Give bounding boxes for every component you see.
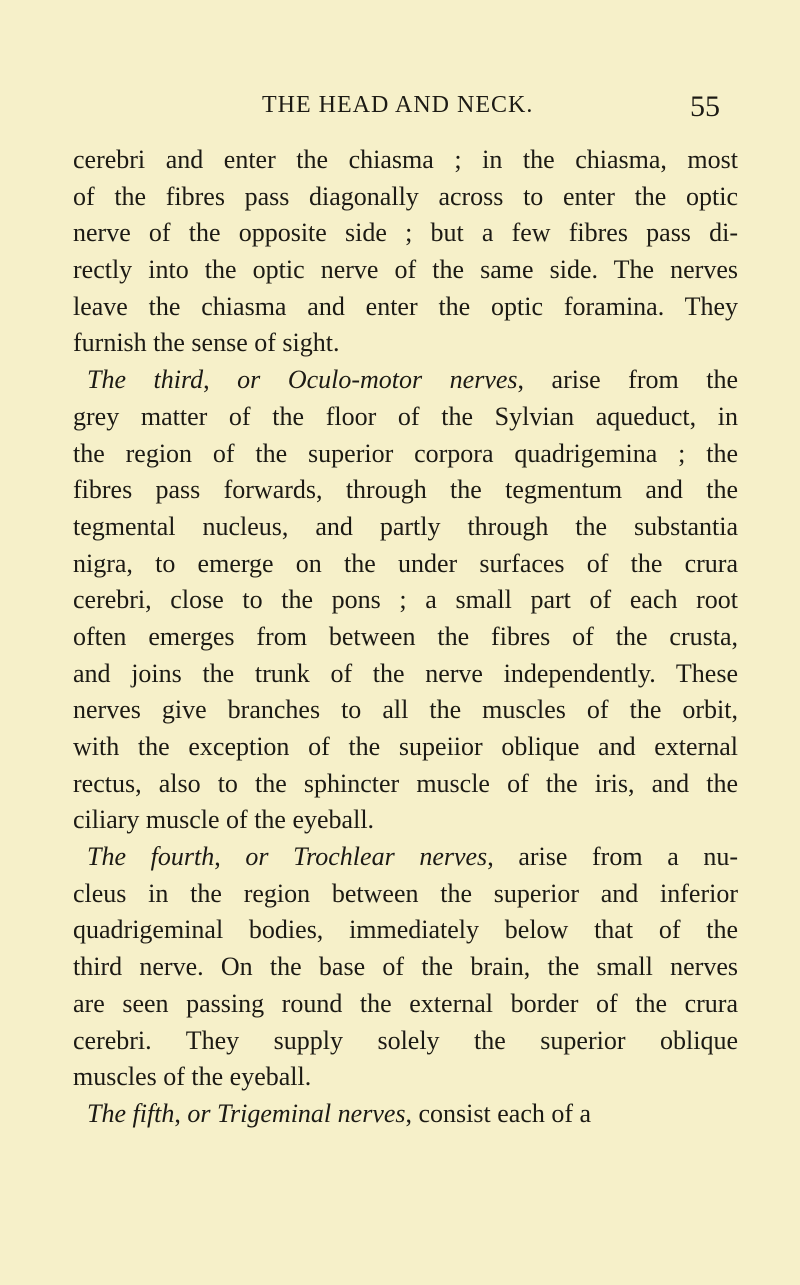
italic-heading-text: The third: [87, 365, 204, 395]
text-run: ,: [203, 365, 238, 395]
text-line: [73, 876, 738, 913]
body-text: [73, 142, 738, 1133]
text-run: nerves give branches to all the muscles of the orbit,: [73, 695, 738, 725]
text-run: tegmental nucleus, and partly through the substantia: [73, 511, 738, 541]
italic-heading-text: or Trochlear nerves: [245, 842, 488, 872]
text-line: [73, 619, 738, 656]
text-line: [73, 1096, 738, 1133]
italic-heading-text: or Trigeminal nerves: [187, 1098, 406, 1128]
text-run: , consist each of a: [405, 1098, 592, 1128]
text-run: fibres pass forwards, through the tegmentum and the: [73, 475, 738, 505]
text-run: nigra, to emerge on the under surfaces of the crura: [73, 548, 738, 578]
text-line: [73, 399, 738, 436]
text-run: , arise from the: [517, 365, 739, 395]
text-line: [73, 546, 738, 583]
text-line: [73, 912, 738, 949]
text-line: [73, 692, 738, 729]
text-line: [73, 986, 738, 1023]
text-line: [73, 656, 738, 693]
text-run: rectly into the optic nerve of the same side. The nerves: [73, 255, 738, 285]
text-line: [73, 1059, 738, 1096]
text-line: [73, 325, 738, 362]
text-line: [73, 362, 738, 399]
text-run: grey matter of the floor of the Sylvian aqueduct, in: [73, 401, 738, 431]
text-run: cerebri, close to the pons ; a small part of each root: [73, 585, 738, 615]
text-line: [73, 252, 738, 289]
page-header: [0, 92, 800, 132]
italic-heading-text: or Oculo-motor nerves: [237, 365, 518, 395]
text-run: are seen passing round the external border of the crura: [73, 988, 738, 1018]
text-line: [73, 289, 738, 326]
text-line: [73, 179, 738, 216]
italic-heading-text: The fourth: [87, 842, 215, 872]
text-line: [73, 142, 738, 179]
text-line: [73, 215, 738, 252]
text-run: cerebri. They supply solely the superior oblique: [73, 1025, 738, 1055]
text-line: [73, 472, 738, 509]
text-run: muscles of the eyeball.: [73, 1062, 312, 1092]
text-line: [73, 1023, 738, 1060]
text-run: rectus, also to the sphincter muscle of the iris, and the: [73, 768, 738, 798]
text-line: [73, 729, 738, 766]
text-run: quadrigeminal bodies, immediately below that of the: [73, 915, 738, 945]
text-run: the region of the superior corpora quadrigemina ; the: [73, 438, 738, 468]
text-line: [73, 839, 738, 876]
text-line: [73, 436, 738, 473]
text-line: [73, 582, 738, 619]
running-head: THE HEAD AND NECK.: [262, 92, 534, 118]
text-run: leave the chiasma and enter the optic foramina. They: [73, 291, 738, 321]
text-line: [73, 949, 738, 986]
text-run: with the exception of the supeiior oblique and external: [73, 732, 738, 761]
text-run: ,: [214, 842, 246, 872]
text-run: nerve of the opposite side ; but a few fibres pass di-: [73, 218, 738, 248]
text-run: cleus in the region between the superior and inferior: [73, 878, 738, 908]
text-line: [73, 766, 738, 803]
text-run: ,: [174, 1098, 188, 1128]
text-line: [73, 802, 738, 839]
italic-heading-text: The fifth: [87, 1098, 175, 1128]
text-run: cerebri and enter the chiasma ; in the chiasma, most: [73, 145, 738, 174]
text-run: furnish the sense of sight.: [73, 328, 340, 358]
text-run: often emerges from between the fibres of the crusta,: [73, 621, 738, 651]
text-run: third nerve. On the base of the brain, the small nerves: [73, 952, 738, 982]
text-run: of the fibres pass diagonally across to enter the optic: [73, 181, 738, 211]
page-number: 55: [690, 90, 720, 123]
text-line: [73, 509, 738, 546]
text-run: and joins the trunk of the nerve independently. These: [73, 658, 738, 688]
text-run: ciliary muscle of the eyeball.: [73, 805, 375, 835]
text-run: , arise from a nu-: [487, 842, 739, 872]
